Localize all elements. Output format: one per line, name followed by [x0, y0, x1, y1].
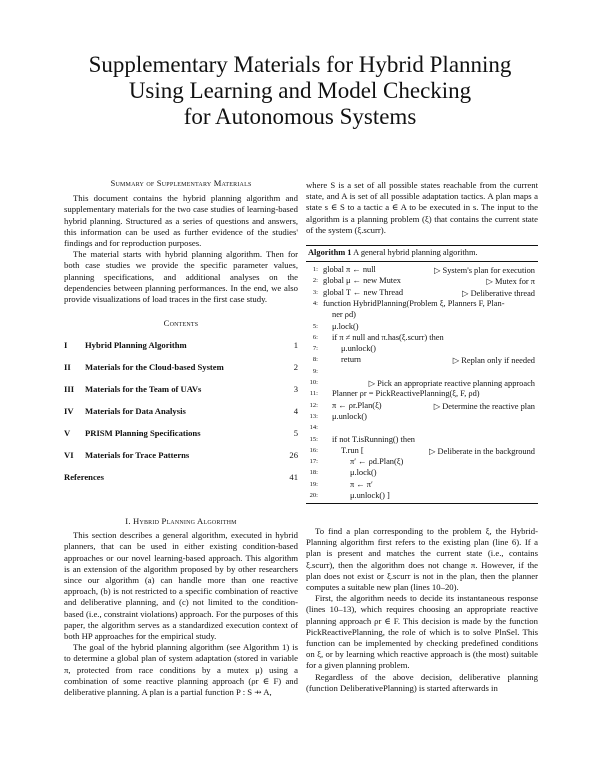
line-number: 18:	[309, 469, 318, 477]
line-number: 8:	[312, 356, 318, 364]
line-code: if π ≠ null and π.has(ξ.scurr) then	[332, 332, 444, 342]
right-intro	[306, 180, 538, 236]
toc-number: IV	[64, 406, 74, 416]
algorithm-line	[306, 401, 538, 412]
algorithm-caption	[308, 248, 478, 257]
title-line-2: Using Learning and Model Checking	[128, 78, 472, 103]
line-code: π ← π′	[350, 479, 373, 489]
algorithm-line	[306, 491, 538, 502]
line-number: 12:	[309, 401, 318, 409]
line-code: global T ← new Thread	[323, 287, 404, 297]
title-line-1: Supplementary Materials for Hybrid Planning	[88, 52, 512, 77]
algorithm-line	[306, 446, 538, 457]
line-number: 5:	[312, 322, 318, 330]
line-code: function HybridPlanning(Problem ξ, Planners F, Plan-	[323, 298, 505, 308]
toc-entry[interactable]	[64, 428, 298, 439]
algorithm-line	[306, 480, 538, 491]
toc-number: I	[64, 340, 68, 350]
toc-entry-references[interactable]	[64, 472, 298, 483]
toc-page: 26	[289, 450, 298, 460]
toc-title: Hybrid Planning Algorithm	[85, 340, 187, 350]
summary-heading: Summary of Supplementary Materials	[110, 178, 252, 188]
line-number: 13:	[309, 412, 318, 420]
toc-page: 3	[293, 384, 298, 394]
toc-title: References	[64, 472, 104, 482]
algorithm-box	[306, 245, 538, 505]
algorithm-line	[306, 322, 538, 333]
algorithm-line	[306, 389, 538, 400]
algorithm-line	[306, 265, 538, 276]
summary-paragraph-1: This document contains the hybrid planning algorithm and supplementary materials for the two case studies of learning-based hybrid planning. Structured as a series of questions and answers, this information can be used as further evidence of the studies' findings and for reproduction purposes.	[64, 193, 298, 249]
line-code: π ← ρr.Plan(ξ)	[332, 400, 382, 410]
line-code: return	[341, 355, 361, 365]
line-number: 11:	[309, 390, 318, 398]
section-heading: I. Hybrid Planning Algorithm	[125, 516, 237, 526]
line-comment: ▷ Replan only if needed	[452, 356, 535, 366]
toc-number: II	[64, 362, 71, 372]
line-number: 10:	[309, 379, 318, 386]
toc-title: Materials for the Cloud-based System	[85, 362, 224, 372]
body-paragraph-3: Regardless of the above decision, deliberative planning (function DeliberativePlanning) is started afterwards in	[306, 671, 538, 693]
algorithm-line	[306, 310, 538, 321]
top-rule	[306, 245, 538, 246]
toc-number: VI	[64, 450, 74, 460]
line-number: 16:	[309, 446, 318, 454]
algorithm-line	[306, 457, 538, 468]
line-code: μ.unlock()	[332, 411, 367, 421]
intro-paragraph: where S is a set of all possible states reachable from the current state, and A is set of all possible adaptation tactics. A plan maps a state s ∈ S to a tactic a ∈ A to be executed in s. The input to the algorithm is a planning problem (ξ) that contains the current state of the system (ξ.scurr).	[306, 180, 538, 235]
line-comment: ▷ Deliberate in the background	[429, 446, 535, 456]
line-code: μ.unlock() ]	[350, 491, 390, 500]
contents-heading: Contents	[163, 318, 199, 328]
line-code: π′ ← ρd.Plan(ξ)	[350, 457, 404, 467]
line-number: 6:	[312, 333, 318, 341]
algorithm-line	[306, 299, 538, 310]
summary-section	[64, 178, 298, 305]
line-number: 9:	[312, 367, 318, 375]
algorithm-line	[306, 344, 538, 355]
line-number: 20:	[309, 492, 318, 499]
toc-entry[interactable]	[64, 406, 298, 417]
algorithm-line	[306, 435, 538, 446]
toc-title: Materials for the Team of UAVs	[85, 384, 202, 394]
line-code: global μ ← new Mutex	[323, 276, 401, 286]
toc-entry[interactable]	[64, 450, 298, 461]
algorithm-label: Algorithm 1	[308, 248, 352, 257]
line-comment: ▷ Pick an appropriate reactive planning approach	[368, 379, 535, 388]
section-paragraph-2: The goal of the hybrid planning algorithm (see Algorithm 1) is to determine a global plan of system adaptation (stored in variable π, protected from race conditions by a mutex μ) using a combination of some reactive planning approach (ρr ∈ F) and deliberative planning. A plan is a partial function P : S ⇸ A,	[64, 642, 298, 698]
algorithm-line	[306, 276, 538, 287]
line-number: 14:	[309, 424, 318, 432]
bottom-rule	[306, 503, 538, 504]
paper-title	[40, 52, 560, 130]
line-number: 7:	[312, 345, 318, 353]
line-code: global π ← null	[323, 265, 376, 274]
algorithm-line	[306, 412, 538, 423]
algorithm-line	[306, 423, 538, 434]
line-code: μ.lock()	[350, 468, 377, 478]
line-number: 17:	[309, 458, 318, 466]
algorithm-caption-text: A general hybrid planning algorithm.	[353, 248, 478, 257]
line-code: Planner ρr = PickReactivePlanning(ξ, F, ρd)	[332, 389, 480, 399]
line-comment: ▷ Deliberative thread	[462, 288, 535, 298]
line-number: 4:	[312, 299, 318, 307]
line-number: 2:	[312, 277, 318, 285]
table-of-contents	[64, 318, 298, 482]
line-code: T.run [	[341, 445, 364, 455]
line-comment: ▷ Determine the reactive plan	[433, 401, 535, 411]
body-paragraph-1: To find a plan corresponding to the problem ξ, the Hybrid-Planning algorithm first refers to the existing plan (line 6). If a plan is present and matches the current state (i.e., contains ξ.scurr), then the algorithm does not change π. However, if the plan does not exist or ξ.scurr is not in the plan, then the planner computes a suitable new plan (lines 10–20).	[306, 526, 538, 593]
line-code: ner ρd)	[332, 310, 356, 320]
line-code: μ.unlock()	[341, 344, 376, 354]
algorithm-line	[306, 378, 538, 389]
line-comment: ▷ Mutex for π	[486, 277, 535, 287]
line-number: 15:	[309, 435, 318, 443]
section-hybrid-planning	[64, 516, 298, 698]
line-comment: ▷ System's plan for execution	[434, 266, 535, 275]
summary-paragraph-2: The material starts with hybrid planning algorithm. Then for both case studies we provide the specific parameter values, planning specifications, and additional analyses on the dependencies between planning performances. In the end, we also provide visualizations of load traces in the first case study.	[64, 249, 298, 305]
algorithm-line	[306, 355, 538, 366]
toc-title: PRISM Planning Specifications	[85, 428, 201, 438]
right-body	[306, 526, 538, 694]
algorithm-line	[306, 288, 538, 299]
line-code: if not T.isRunning() then	[332, 434, 415, 444]
line-number: 19:	[309, 480, 318, 488]
toc-entry[interactable]	[64, 362, 298, 373]
toc-title: Materials for Data Analysis	[85, 406, 186, 416]
toc-page: 2	[293, 362, 298, 372]
title-line-3: for Autonomous Systems	[183, 104, 417, 129]
toc-title: Materials for Trace Patterns	[85, 450, 190, 460]
caption-rule	[306, 261, 538, 262]
toc-page: 41	[289, 472, 298, 482]
algorithm-line	[306, 367, 538, 378]
section-paragraph-1: This section describes a general algorithm, executed in hybrid planners, that can be used in either existing condition-based approaches or our novel learning-based approach. This algorithm is an extension of the algorithm proposed by by other researchers since our algorithm (a) can handle more than one reactive approach, (b) is not restricted to a specific combination of reactive and deliberative planning, and (c) not limited to the condition-based (i.e., constraint violations) approach. For the purposes of this paper, the algorithm serves as a standardized execution context of both HP approaches for the empirical study.	[64, 530, 298, 642]
algorithm-line	[306, 333, 538, 344]
toc-entry[interactable]	[64, 384, 298, 395]
algorithm-line	[306, 468, 538, 479]
toc-page: 4	[293, 406, 298, 416]
line-code: μ.lock()	[332, 321, 359, 331]
line-number: 3:	[312, 288, 318, 296]
toc-entry[interactable]	[64, 340, 298, 351]
toc-number: V	[64, 428, 71, 438]
toc-page: 5	[293, 428, 298, 438]
line-number: 1:	[312, 266, 318, 273]
body-paragraph-2: First, the algorithm needs to decide its instantaneous response (lines 10–13), which requires choosing an appropriate reactive planning approach ρr ∈ F. This decision is made by the function PickReactivePlanning, the role of which is to solve PlnSel. This function can be implemented by checking predefined conditions on ξ, or by learning which reactive approach is (the most) suitable for a given planning problem.	[306, 593, 538, 671]
toc-page: 1	[293, 340, 298, 350]
toc-number: III	[64, 384, 75, 394]
